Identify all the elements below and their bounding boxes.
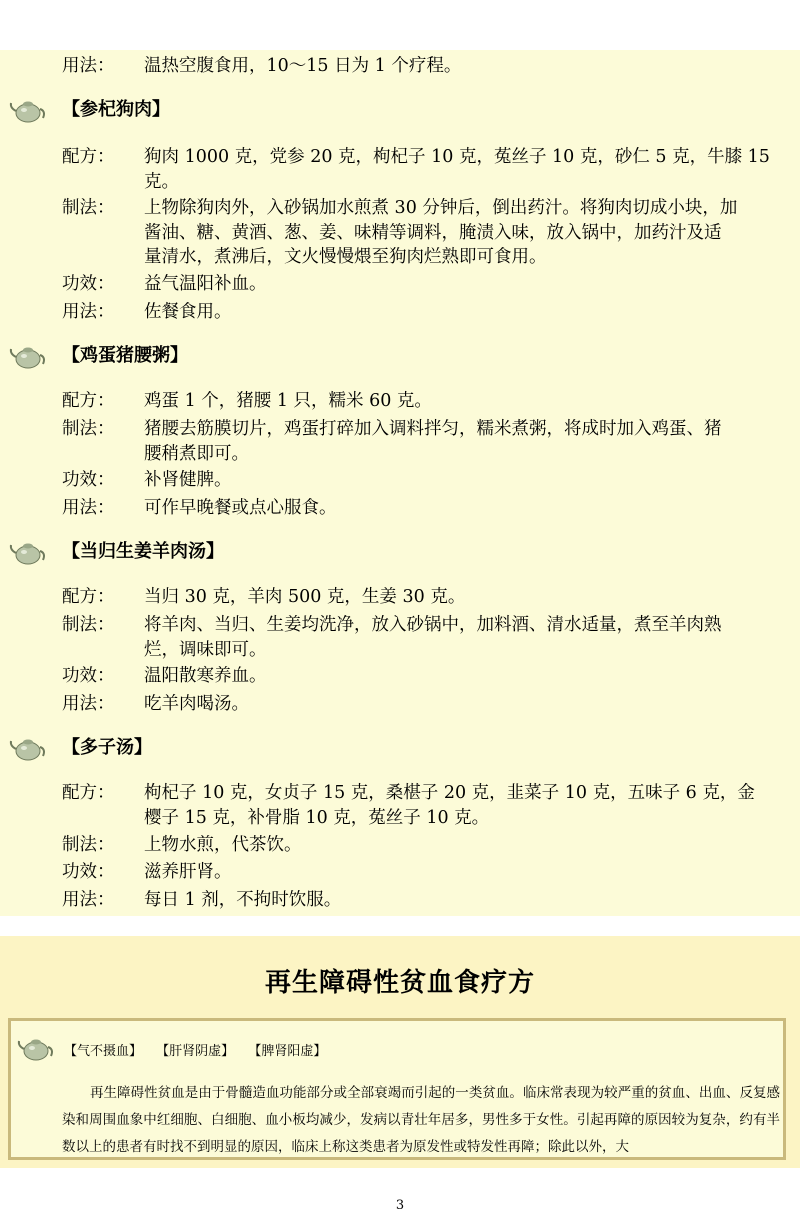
intro-paragraph: 再生障碍性贫血是由于骨髓造血功能部分或全部衰竭而引起的一类贫血。临床常表现为较严重的贫血、出血、反复感染和周围血象中红细胞、白细胞、血小板均减少，发病以青壮年居多，男性多于女性。引起再障的原因较为复杂，约有半数以上的患者有时找不到明显的原因，临床上称这类患者为原发性或特发性再障；除此以外，大 [62, 1085, 780, 1155]
recipe-title: 【多子汤】 [62, 737, 152, 758]
recipe-title: 【参杞狗肉】 [62, 99, 170, 120]
prev-usage-row [62, 54, 792, 79]
recipe-row [62, 300, 792, 325]
row-label: 制法： [62, 615, 115, 635]
row-label: 功效： [62, 470, 115, 490]
recipe-row [62, 196, 792, 270]
row-label: 制法： [62, 835, 115, 855]
recipe-row [62, 860, 792, 885]
page-number: 3 [395, 1198, 405, 1213]
row-text: 将羊肉、当归、生姜均洗净，放入砂锅中，加料酒、清水适量，煮至羊肉熟 烂，调味即可。 [144, 615, 722, 660]
row-text: 吃羊肉喝汤。 [144, 694, 249, 714]
row-text: 补肾健脾。 [144, 470, 232, 490]
row-text: 猪腰去筋膜切片，鸡蛋打碎加入调料拌匀，糯米煮粥，将成时加入鸡蛋、猪 腰稍煮即可。 [144, 419, 722, 464]
recipe-row [62, 664, 792, 689]
row-label: 用法： [62, 890, 115, 910]
row-label: 配方： [62, 147, 115, 167]
row-label: 配方： [62, 587, 115, 607]
teapot-icon [8, 538, 48, 566]
row-label: 用法： [62, 694, 115, 714]
tag-spleen-kidney-yang: 【脾肾阳虚】 [248, 1044, 327, 1059]
recipe-title: 【鸡蛋猪腰粥】 [62, 345, 188, 366]
row-label: 用法： [62, 498, 115, 518]
recipe-title: 【当归生姜羊肉汤】 [62, 541, 224, 562]
tag-liver-kidney-yin: 【肝肾阴虚】 [156, 1044, 235, 1059]
row-label: 用法： [62, 56, 115, 76]
recipe-row [62, 417, 792, 466]
row-text: 可作早晚餐或点心服食。 [144, 498, 337, 518]
recipe-row [62, 781, 792, 830]
row-text: 上物水煎，代茶饮。 [144, 835, 302, 855]
section-title: 再生障碍性贫血食疗方 [264, 968, 535, 998]
row-label: 功效： [62, 666, 115, 686]
category-tags [64, 1042, 336, 1062]
row-label: 功效： [62, 274, 115, 294]
teapot-icon [8, 342, 48, 370]
row-label: 用法： [62, 302, 115, 322]
row-text: 当归 30 克，羊肉 500 克，生姜 30 克。 [144, 587, 466, 607]
row-label: 制法： [62, 198, 115, 218]
recipe-row [62, 833, 792, 858]
tag-qi-deficiency: 【气不摄血】 [64, 1044, 143, 1059]
teapot-icon [8, 734, 48, 762]
teapot-icon [16, 1034, 56, 1062]
recipe-row [62, 145, 792, 194]
recipe-row [62, 585, 792, 610]
recipe-row [62, 692, 792, 717]
row-label: 功效： [62, 862, 115, 882]
row-label: 制法： [62, 419, 115, 439]
row-label: 配方： [62, 391, 115, 411]
recipe-row [62, 468, 792, 493]
recipe-row [62, 272, 792, 297]
row-text: 益气温阳补血。 [144, 274, 267, 294]
recipe-row [62, 613, 792, 662]
row-text: 鸡蛋 1 个，猪腰 1 只，糯米 60 克。 [144, 391, 432, 411]
recipe-row [62, 389, 792, 414]
row-text: 温热空腹食用，10～15 日为 1 个疗程。 [144, 56, 462, 76]
row-label: 配方： [62, 783, 115, 803]
row-text: 佐餐食用。 [144, 302, 232, 322]
row-text: 每日 1 剂，不拘时饮服。 [144, 890, 342, 910]
recipe-row [62, 496, 792, 521]
row-text: 上物除狗肉外，入砂锅加水煎煮 30 分钟后，倒出药汁。将狗肉切成小块，加 酱油、糖、黄酒、葱、姜、味精等调料，腌渍入味，放入锅中，加药汁及适 量清水，煮沸后，文火慢慢煨至狗肉烂熟即可食用。 [144, 198, 738, 267]
row-text: 狗肉 1000 克，党参 20 克，枸杞子 10 克，菟丝子 10 克，砂仁 5 克，牛膝 15 克。 [144, 147, 770, 192]
recipe-row [62, 888, 792, 913]
row-text: 温阳散寒养血。 [144, 666, 267, 686]
row-text: 枸杞子 10 克，女贞子 15 克，桑椹子 20 克，韭菜子 10 克，五味子 6 克，金 樱子 15 克，补骨脂 10 克，菟丝子 10 克。 [144, 783, 755, 828]
row-text: 滋养肝肾。 [144, 862, 232, 882]
teapot-icon [8, 96, 48, 124]
